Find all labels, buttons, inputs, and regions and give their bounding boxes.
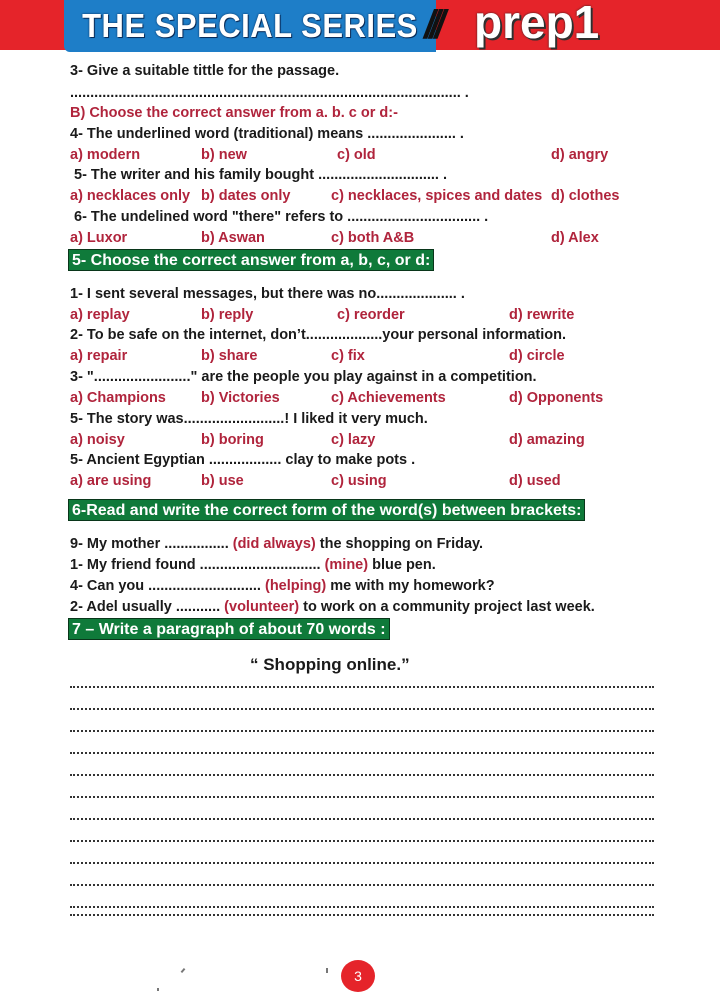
option-b: b) new bbox=[201, 147, 247, 163]
option-a: a) noisy bbox=[70, 432, 125, 448]
option-c: c) Achievements bbox=[331, 390, 446, 406]
option-b: b) share bbox=[201, 348, 258, 364]
option-b: b) Aswan bbox=[201, 230, 265, 246]
item-prefix: 4- Can you ............................ bbox=[70, 578, 265, 594]
item-suffix: the shopping on Friday. bbox=[315, 536, 484, 552]
header-banner bbox=[0, 0, 720, 56]
writing-line bbox=[70, 914, 654, 916]
option-d: d) angry bbox=[551, 147, 609, 163]
question-stem: 1- I sent several messages, but there was no.................... . bbox=[70, 286, 465, 302]
option-c: c) necklaces, spices and dates bbox=[331, 188, 543, 204]
banner-slashes: /// bbox=[424, 3, 440, 47]
bracket-word: (volunteer) bbox=[224, 599, 300, 615]
option-d: d) rewrite bbox=[509, 307, 575, 323]
answer-blank: ................................................................................................. . bbox=[70, 85, 469, 101]
writing-line bbox=[70, 686, 654, 688]
option-c: c) both A&B bbox=[331, 230, 415, 246]
section-6-heading: 6-Read and write the correct form of the word(s) between brackets: bbox=[68, 499, 585, 521]
option-a: a) repair bbox=[70, 348, 128, 364]
writing-line bbox=[70, 884, 654, 886]
option-a: a) Luxor bbox=[70, 230, 128, 246]
item-prefix: 1- My friend found .............................. bbox=[70, 557, 325, 573]
option-a: a) Champions bbox=[70, 390, 166, 406]
option-c: c) old bbox=[337, 147, 376, 163]
scan-speck bbox=[181, 968, 186, 973]
item-prefix: 2- Adel usually ........... bbox=[70, 599, 225, 615]
question-stem: 5- The story was.........................! I liked it very much. bbox=[70, 411, 428, 427]
option-d: d) Alex bbox=[551, 230, 599, 246]
option-b: b) boring bbox=[201, 432, 264, 448]
option-c: c) lazy bbox=[331, 432, 376, 448]
writing-line bbox=[70, 818, 654, 820]
writing-line bbox=[70, 906, 654, 908]
question-3: 3- Give a suitable tittle for the passage. bbox=[70, 63, 340, 79]
bracket-word: (mine) bbox=[324, 557, 369, 573]
writing-line bbox=[70, 862, 654, 864]
option-d: d) clothes bbox=[551, 188, 620, 204]
series-title: THE SPECIAL SERIES bbox=[82, 6, 418, 45]
option-d: d) used bbox=[509, 473, 561, 489]
question-stem: 6- The undelined word "there" refers to ................................. . bbox=[74, 209, 489, 225]
option-a: a) replay bbox=[70, 307, 130, 323]
item-suffix: me with my homework? bbox=[326, 578, 495, 594]
option-a: a) modern bbox=[70, 147, 141, 163]
writing-line bbox=[70, 796, 654, 798]
part-b-title: B) Choose the correct answer from a. b. c or d:- bbox=[70, 105, 398, 121]
paragraph-topic: “ Shopping online.” bbox=[250, 655, 410, 674]
writing-line bbox=[70, 774, 654, 776]
scan-speck bbox=[326, 968, 328, 973]
question-stem: 2- To be safe on the internet, don’t...................your personal information. bbox=[70, 327, 566, 343]
option-c: c) fix bbox=[331, 348, 365, 364]
brand-logo: prep1 bbox=[474, 0, 600, 48]
item-suffix: blue pen. bbox=[368, 557, 436, 573]
bracket-word: (helping) bbox=[264, 578, 327, 594]
option-a: a) necklaces only bbox=[70, 188, 191, 204]
option-b: b) Victories bbox=[201, 390, 280, 406]
option-c: c) using bbox=[331, 473, 387, 489]
word-form-item bbox=[70, 535, 483, 553]
question-stem: 4- The underlined word (traditional) means ...................... . bbox=[70, 126, 464, 142]
item-suffix: to work on a community project last week. bbox=[299, 599, 595, 615]
writing-line bbox=[70, 708, 654, 710]
writing-line bbox=[70, 730, 654, 732]
writing-line bbox=[70, 840, 654, 842]
section-5-heading: 5- Choose the correct answer from a, b, c, or d: bbox=[68, 249, 434, 271]
scan-speck bbox=[157, 988, 159, 991]
question-stem: 5- Ancient Egyptian .................. clay to make pots . bbox=[70, 452, 416, 468]
option-b: b) use bbox=[201, 473, 244, 489]
option-d: d) circle bbox=[509, 348, 565, 364]
item-prefix: 9- My mother ................ bbox=[70, 536, 233, 552]
word-form-item bbox=[70, 556, 436, 574]
question-stem: 3- "........................" are the people you play against in a competition. bbox=[70, 369, 537, 385]
bracket-word: (did always) bbox=[232, 536, 316, 552]
word-form-item bbox=[70, 577, 495, 595]
word-form-item bbox=[70, 598, 595, 616]
question-stem: 5- The writer and his family bought .............................. . bbox=[74, 167, 448, 183]
option-b: b) dates only bbox=[201, 188, 291, 204]
option-c: c) reorder bbox=[337, 307, 405, 323]
page-number-badge: 3 bbox=[341, 960, 375, 992]
writing-line bbox=[70, 752, 654, 754]
option-a: a) are using bbox=[70, 473, 152, 489]
option-d: d) amazing bbox=[509, 432, 585, 448]
option-b: b) reply bbox=[201, 307, 254, 323]
section-7-heading: 7 – Write a paragraph of about 70 words : bbox=[68, 618, 390, 640]
option-d: d) Opponents bbox=[509, 390, 604, 406]
